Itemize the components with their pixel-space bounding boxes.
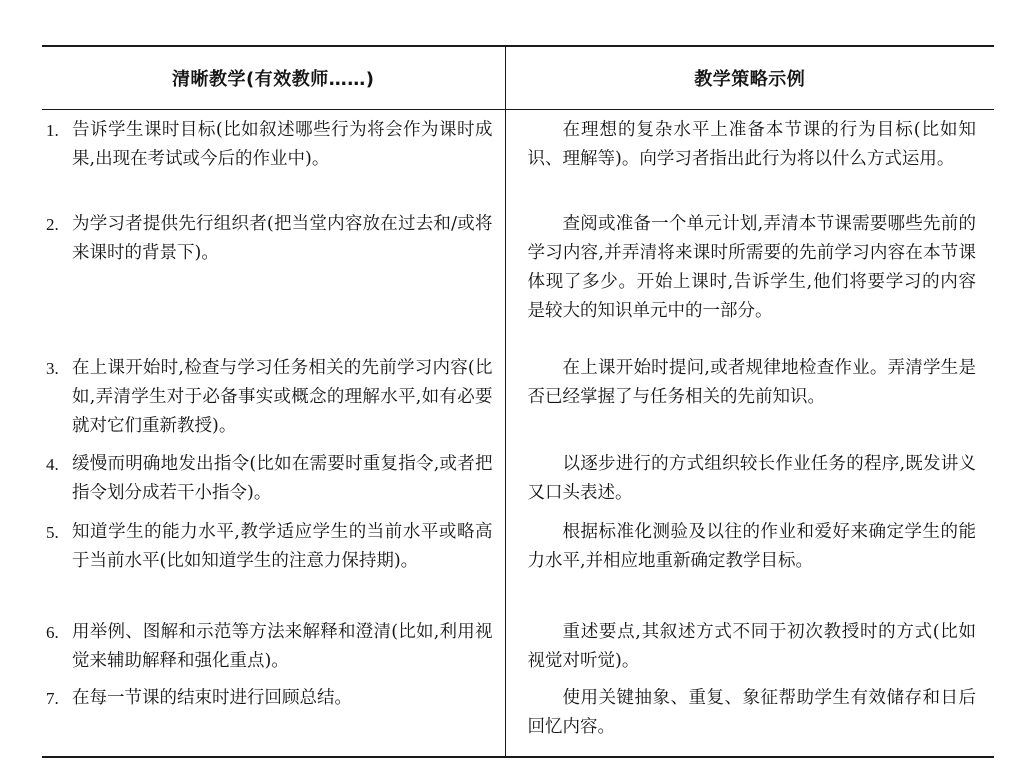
behavior-text: 用举例、图解和示范等方法来解释和澄清(比如,利用视觉来辅助解释和强化重点)。 <box>72 622 493 671</box>
strategy-cell <box>505 446 994 514</box>
strategy-cell <box>505 680 994 757</box>
strategy-text: 查阅或准备一个单元计划,弄清本节课需要哪些先前的学习内容,并弄清将来课时所需要的先前学习内容在本节课体现了多少。开始上课时,告诉学生,他们将要学习的内容是较大的知识单元中的一部分。 <box>527 214 976 321</box>
behavior-text: 知道学生的能力水平,教学适应学生的当前水平或略高于当前水平(比如知道学生的注意力保持期)。 <box>72 522 493 571</box>
table-row <box>42 350 994 446</box>
item-number: 6. <box>46 623 59 642</box>
item-number: 7. <box>46 689 59 708</box>
table-row <box>42 210 994 350</box>
behavior-cell <box>42 210 505 350</box>
behavior-text: 告诉学生课时目标(比如叙述哪些行为将会作为课时成果,出现在考试或今后的作业中)。 <box>72 120 493 169</box>
table-header-row <box>42 46 994 110</box>
table-row <box>42 614 994 680</box>
header-teaching-strategy-examples: 教学策略示例 <box>694 69 806 90</box>
behavior-cell <box>42 350 505 446</box>
strategy-text: 在上课开始时提问,或者规律地检查作业。弄清学生是否已经掌握了与任务相关的先前知识。 <box>527 358 976 407</box>
item-number: 1. <box>46 121 59 140</box>
strategy-text: 使用关键抽象、重复、象征帮助学生有效储存和日后回忆内容。 <box>527 688 976 737</box>
strategy-cell <box>505 614 994 680</box>
item-number: 5. <box>46 523 59 542</box>
behavior-text: 为学习者提供先行组织者(把当堂内容放在过去和/或将来课时的背景下)。 <box>72 214 493 263</box>
behavior-cell <box>42 680 505 757</box>
behavior-text: 在上课开始时,检查与学习任务相关的先前学习内容(比如,弄清学生对于必备事实或概念的理解水平,如有必要就对它们重新教授)。 <box>72 358 493 436</box>
table-row <box>42 110 994 211</box>
table-row <box>42 680 994 757</box>
strategy-cell <box>505 514 994 614</box>
strategy-text: 在理想的复杂水平上准备本节课的行为目标(比如知识、理解等)。向学习者指出此行为将以什么方式运用。 <box>527 120 976 169</box>
header-clear-teaching: 清晰教学(有效教师……) <box>42 46 505 110</box>
strategy-cell <box>505 350 994 446</box>
behavior-text: 缓慢而明确地发出指令(比如在需要时重复指令,或者把指令划分成若干小指令)。 <box>72 454 493 503</box>
strategy-cell <box>505 110 994 211</box>
behavior-cell <box>42 514 505 614</box>
item-number: 2. <box>46 215 59 234</box>
strategy-text: 以逐步进行的方式组织较长作业任务的程序,既发讲义又口头表述。 <box>527 454 976 503</box>
behavior-cell <box>42 446 505 514</box>
table-row <box>42 446 994 514</box>
clear-teaching-strategy-table <box>42 45 994 758</box>
behavior-cell <box>42 110 505 211</box>
table-row <box>42 514 994 614</box>
strategy-text: 根据标准化测验及以往的作业和爱好来确定学生的能力水平,并相应地重新确定教学目标。 <box>527 522 976 571</box>
item-number: 3. <box>46 359 59 378</box>
strategy-text: 重述要点,其叙述方式不同于初次教授时的方式(比如视觉对听觉)。 <box>527 622 976 671</box>
strategy-cell <box>505 210 994 350</box>
behavior-text: 在每一节课的结束时进行回顾总结。 <box>72 688 352 708</box>
behavior-cell <box>42 614 505 680</box>
item-number: 4. <box>46 455 59 474</box>
